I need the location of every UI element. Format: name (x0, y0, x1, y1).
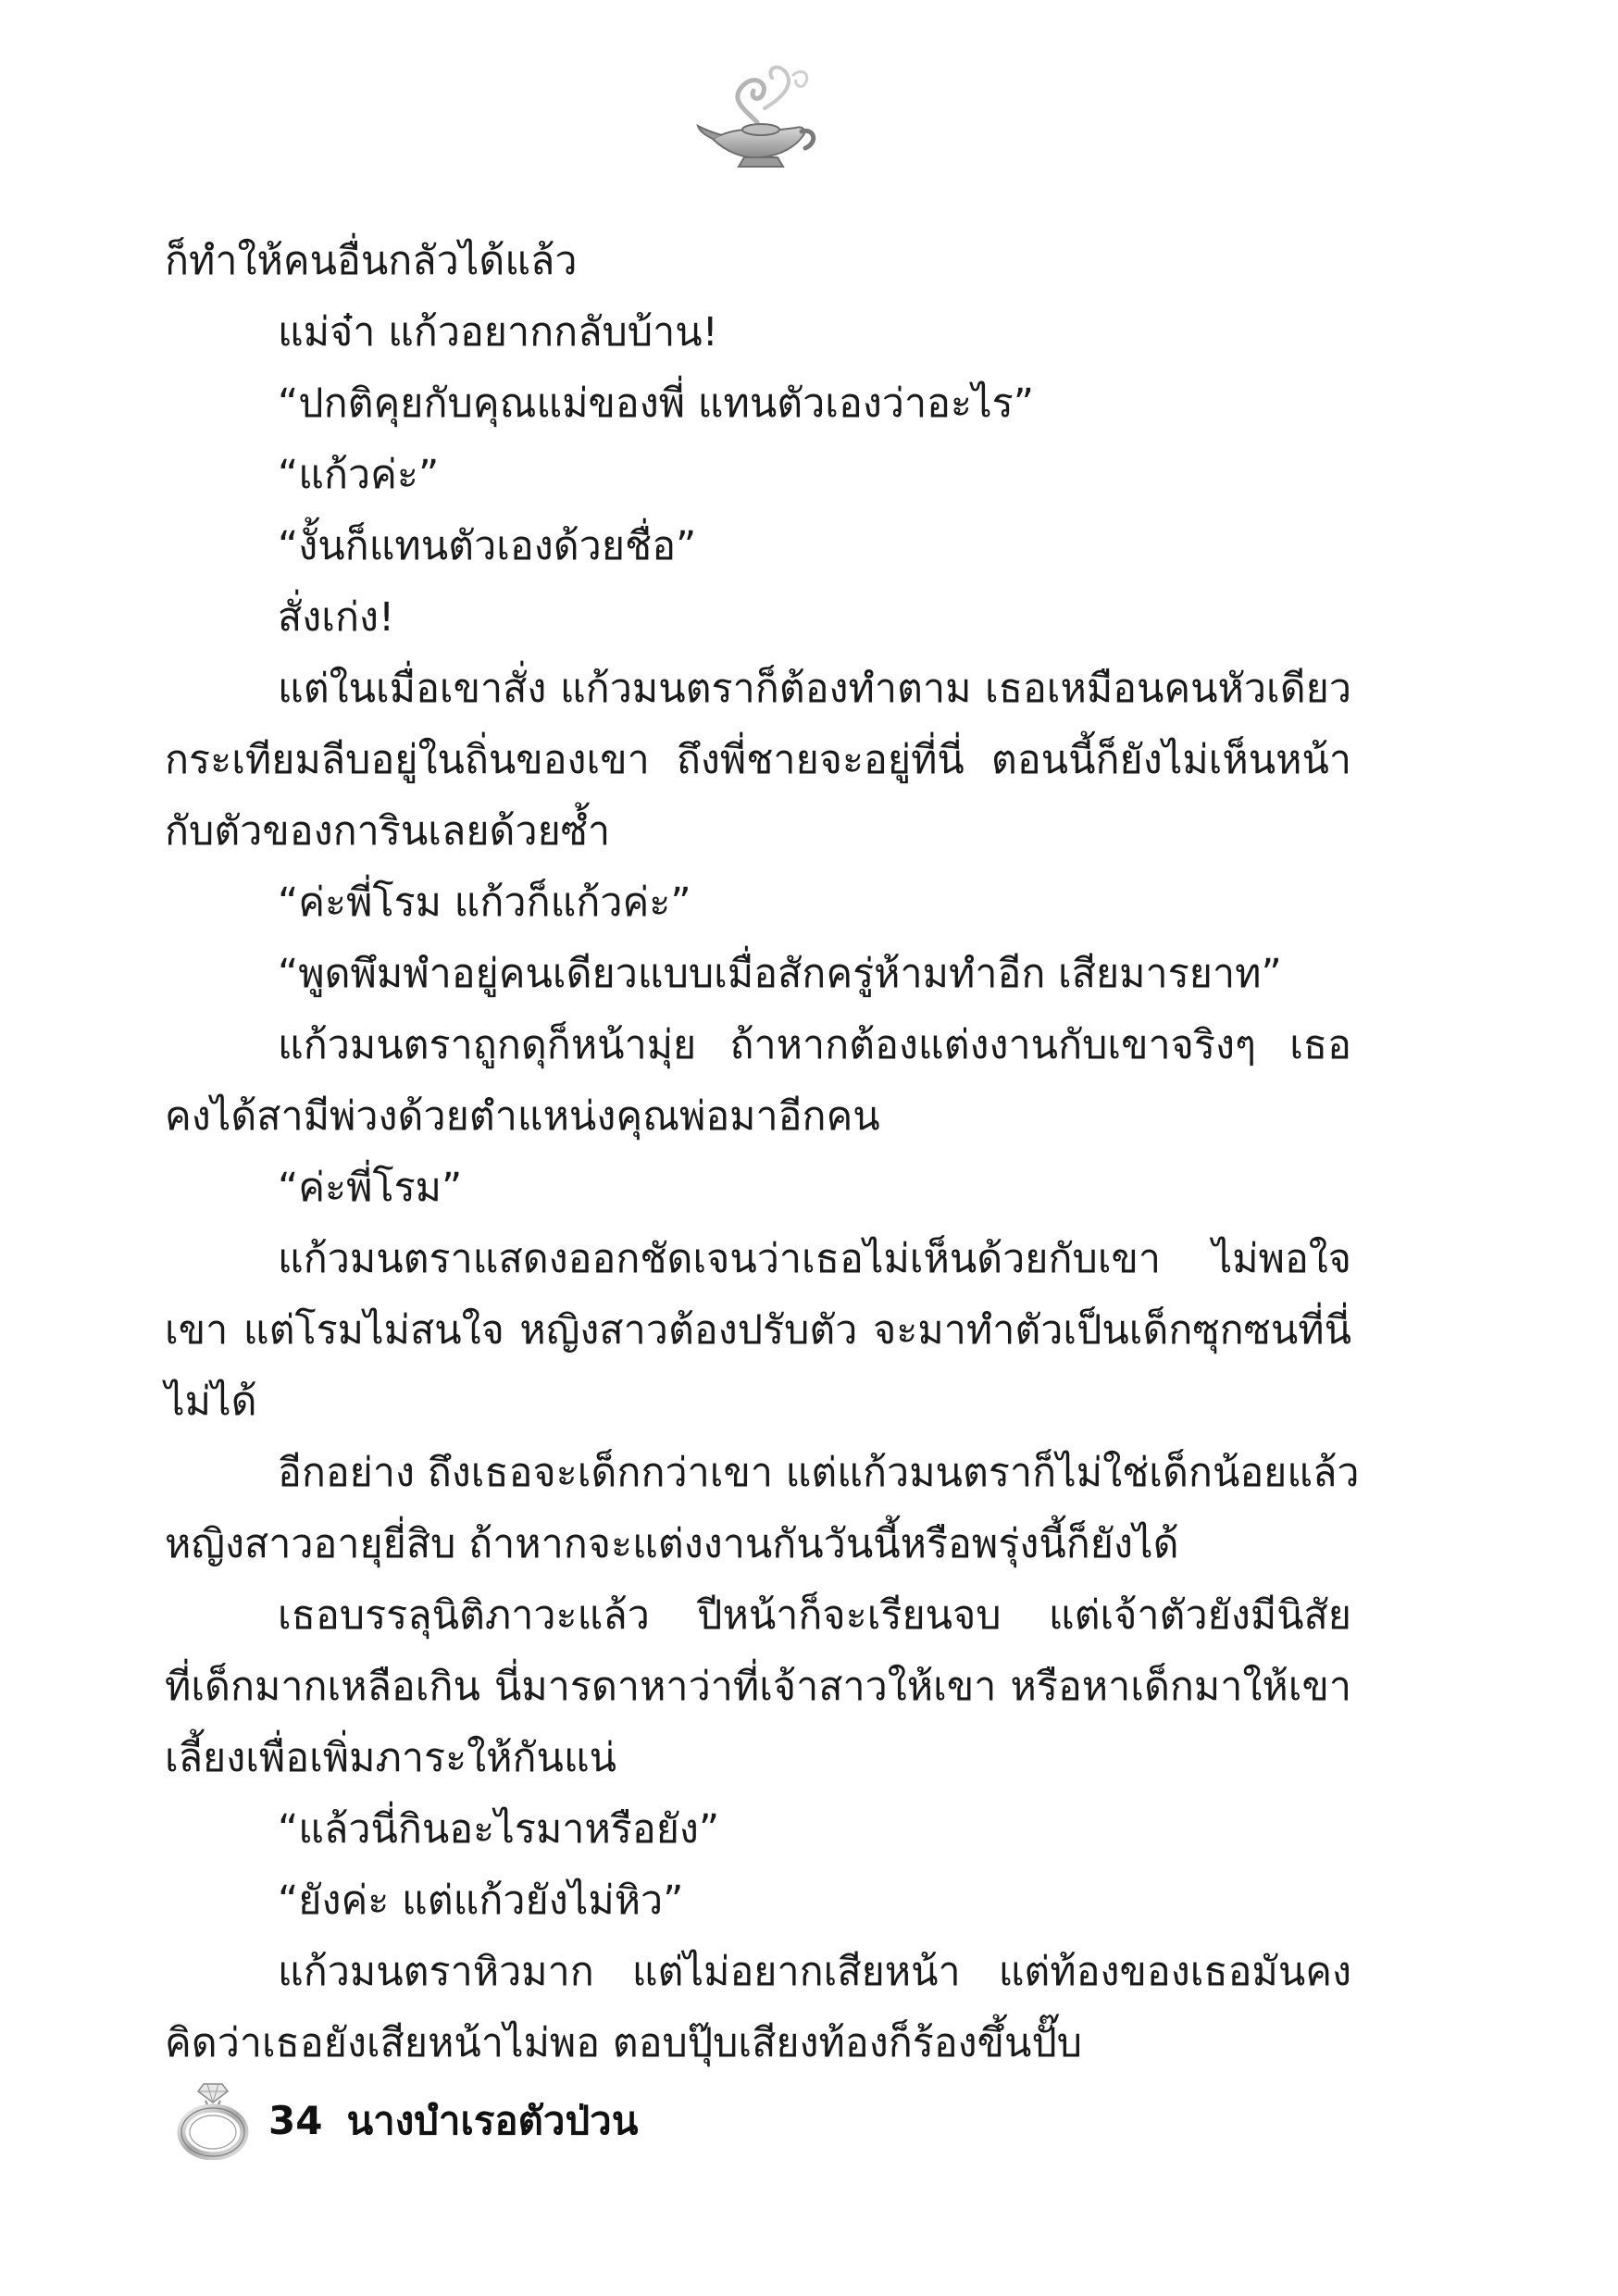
text-line: แก้วมนตราแสดงออกชัดเจนว่าเธอไม่เห็นด้วยกับเขา ไม่พอใจ (278, 1236, 1351, 1282)
text-line: “พูดพึมพำอยู่คนเดียวแบบเมื่อสักครู่ห้ามทำอีก เสียมารยาท” (278, 951, 1282, 997)
text-line: แก้วมนตราหิวมาก แต่ไม่อยากเสียหน้า แต่ท้องของเธอมันคง (278, 1949, 1351, 1995)
page-number: 34 (268, 2098, 323, 2143)
text-line: ไม่ได้ (165, 1379, 257, 1425)
page-footer (174, 2078, 822, 2162)
text-line: เขา แต่โรมไม่สนใจ หญิงสาวต้องปรับตัว จะมาทำตัวเป็นเด็กซุกซนที่นี่ (165, 1307, 1351, 1354)
text-line: แก้วมนตราถูกดุก็หน้ามุ่ย ถ้าหากต้องแต่งงานกับเขาจริงๆ เธอ (278, 1022, 1351, 1068)
text-line: คิดว่าเธอยังเสียหน้าไม่พอ ตอบปุ๊บเสียงท้องก็ร้องขึ้นปั๊บ (165, 2020, 1083, 2066)
text-line: หญิงสาวอายุยี่สิบ ถ้าหากจะแต่งงานกันวันนี้หรือพรุ่งนี้ก็ยังได้ (165, 1521, 1179, 1567)
text-line: “งั้นก็แทนตัวเองด้วยชื่อ” (278, 523, 697, 569)
text-line: แม่จ๋า แก้วอยากกลับบ้าน! (278, 309, 718, 356)
text-line: แต่ในเมื่อเขาสั่ง แก้วมนตราก็ต้องทำตาม เธอเหมือนคนหัวเดียว (278, 666, 1351, 712)
footer-label (268, 2093, 638, 2149)
genie-lamp-icon (692, 57, 822, 178)
text-line: กับตัวของการินเลยด้วยซ้ำ (165, 808, 611, 855)
text-line: สั่งเก่ง! (278, 594, 395, 641)
text-line: เลี้ยงเพื่อเพิ่มภาระให้กันแน่ (165, 1735, 617, 1781)
text-line: ที่เด็กมากเหลือเกิน นี่มารดาหาว่าที่เจ้าสาวให้เขา หรือหาเด็กมาให้เขา (165, 1664, 1351, 1710)
book-title: นางบำเรอตัวป่วน (346, 2098, 639, 2143)
diamond-ring-icon (174, 2078, 252, 2160)
text-line: “ปกติคุยกับคุณแม่ของพี่ แทนตัวเองว่าอะไร” (278, 381, 1035, 427)
text-line: “แก้วค่ะ” (278, 452, 440, 498)
text-line: คงได้สามีพ่วงด้วยตำแหน่งคุณพ่อมาอีกคน (165, 1093, 880, 1140)
text-line: อีกอย่าง ถึงเธอจะเด็กกว่าเขา แต่แก้วมนตราก็ไม่ใช่เด็กน้อยแล้ว (278, 1450, 1360, 1496)
text-line: “ค่ะพี่โรม แก้วก็แก้วค่ะ” (278, 880, 691, 926)
text-line: ก็ทำให้คนอื่นกลัวได้แล้ว (165, 238, 578, 284)
text-line: เธอบรรลุนิติภาวะแล้ว ปีหน้าก็จะเรียนจบ แต่เจ้าตัวยังมีนิสัย (278, 1592, 1351, 1639)
text-line: “แล้วนี่กินอะไรมาหรือยัง” (278, 1806, 720, 1853)
text-line: “ยังค่ะ แต่แก้วยังไม่หิว” (278, 1878, 684, 1924)
text-line: กระเทียมลีบอยู่ในถิ่นของเขา ถึงพี่ชายจะอยู่ที่นี่ ตอนนี้ก็ยังไม่เห็นหน้า (165, 737, 1351, 783)
text-line: “ค่ะพี่โรม” (278, 1165, 463, 1211)
